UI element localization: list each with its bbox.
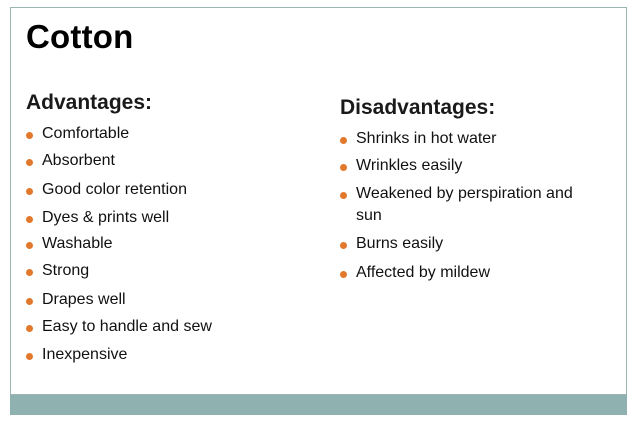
list-item-text: Inexpensive bbox=[42, 346, 128, 363]
list-item-text: Washable bbox=[42, 235, 113, 252]
list-item-text: Shrinks in hot water bbox=[356, 130, 497, 147]
list-item bbox=[340, 262, 490, 284]
list-item bbox=[26, 233, 113, 255]
bullet-icon bbox=[26, 353, 33, 360]
list-item bbox=[340, 233, 443, 255]
list-item bbox=[26, 150, 115, 172]
list-item-text: Comfortable bbox=[42, 125, 130, 142]
list-item-text: Weakened by perspiration and sun bbox=[356, 185, 573, 224]
list-item-text: Dyes & prints well bbox=[42, 209, 170, 226]
list-item-text: Affected by mildew bbox=[356, 264, 490, 281]
bullet-icon bbox=[340, 242, 347, 249]
advantages-heading: Advantages: bbox=[26, 91, 153, 114]
bullet-icon bbox=[340, 271, 347, 278]
list-item bbox=[340, 128, 497, 150]
bullet-icon bbox=[26, 298, 33, 305]
list-item bbox=[26, 316, 212, 338]
list-item-text: Easy to handle and sew bbox=[42, 318, 212, 335]
bullet-icon bbox=[26, 269, 33, 276]
bullet-icon bbox=[340, 192, 347, 199]
bullet-icon bbox=[26, 188, 33, 195]
list-item bbox=[340, 155, 462, 177]
list-item bbox=[26, 123, 129, 145]
list-item-text: Strong bbox=[42, 262, 90, 279]
list-item bbox=[26, 289, 126, 311]
bullet-icon bbox=[26, 216, 33, 223]
list-item bbox=[26, 260, 89, 282]
list-item bbox=[26, 344, 127, 366]
list-item-text: Absorbent bbox=[42, 152, 115, 169]
list-item-text: Burns easily bbox=[356, 235, 444, 252]
list-item-text: Drapes well bbox=[42, 291, 126, 308]
bullet-icon bbox=[340, 137, 347, 144]
footer-bar bbox=[10, 395, 627, 415]
bullet-icon bbox=[340, 164, 347, 171]
list-item-text: Good color retention bbox=[42, 181, 187, 198]
bullet-icon bbox=[26, 325, 33, 332]
bullet-icon bbox=[26, 159, 33, 166]
bullet-icon bbox=[26, 132, 33, 139]
list-item bbox=[26, 179, 187, 201]
list-item-text: Wrinkles easily bbox=[356, 157, 463, 174]
slide-title: Cotton bbox=[26, 18, 134, 55]
list-item bbox=[340, 183, 576, 227]
list-item bbox=[26, 207, 169, 229]
bullet-icon bbox=[26, 242, 33, 249]
disadvantages-heading: Disadvantages: bbox=[340, 96, 496, 119]
